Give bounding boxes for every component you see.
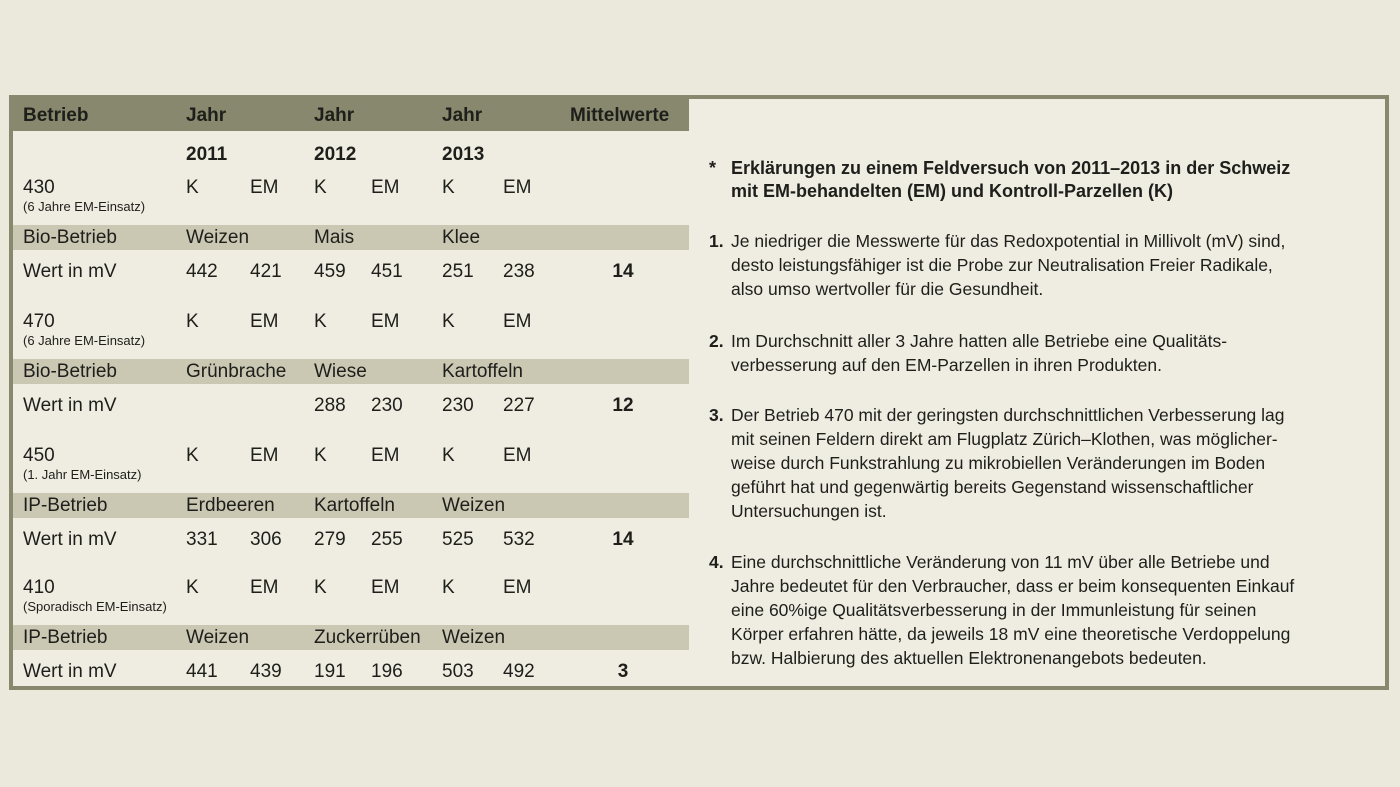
column-label: K xyxy=(186,311,199,332)
crop-label: Zuckerrüben xyxy=(314,627,421,648)
note-number: 1. xyxy=(709,231,724,251)
notes-title-line1: Erklärungen zu einem Feldversuch von 2011–2013 in der Schweiz xyxy=(731,158,1291,178)
mean-value: 3 xyxy=(617,661,629,682)
column-label: EM xyxy=(250,311,279,332)
row-label: Wert in mV xyxy=(23,661,117,682)
year-2013: 2013 xyxy=(442,144,485,165)
value-cell: 441 xyxy=(186,661,218,682)
column-label: K xyxy=(442,445,455,466)
column-label: EM xyxy=(503,177,532,198)
value-cell: 331 xyxy=(186,529,218,550)
betrieb-type: Bio-Betrieb xyxy=(23,227,117,248)
crop-label: Weizen xyxy=(186,227,250,248)
row-label: Wert in mV xyxy=(23,395,117,416)
value-cell: 306 xyxy=(250,529,282,550)
value-cell: 459 xyxy=(314,261,346,282)
column-label: K xyxy=(314,311,327,332)
column-label: K xyxy=(442,177,455,198)
crop-label: Weizen xyxy=(186,627,250,648)
results-panel xyxy=(9,95,1389,690)
column-label: EM xyxy=(371,177,400,198)
column-label: K xyxy=(314,577,327,598)
value-cell: 503 xyxy=(442,661,474,682)
value-cell: 255 xyxy=(371,529,403,550)
column-label: EM xyxy=(503,445,532,466)
mean-value: 14 xyxy=(612,529,634,550)
crop-label: Kartoffeln xyxy=(314,495,395,516)
crop-label: Mais xyxy=(314,227,355,248)
value-cell: 442 xyxy=(186,261,218,282)
notes-star: * xyxy=(709,158,717,178)
column-label: K xyxy=(314,445,327,466)
crop-label: Wiese xyxy=(314,361,367,382)
note-text: Je niedriger die Messwerte für das Redoxpotential in Millivolt (mV) sind, desto leistungsfähiger ist die Probe zur Neutralisation Freier Radikale, also umso wertvoller für die Gesundheit. xyxy=(731,231,1286,299)
value-cell: 230 xyxy=(371,395,403,416)
notes-title-line2: mit EM-behandelten (EM) und Kontroll-Parzellen (K) xyxy=(731,181,1173,201)
betrieb-id: 430 xyxy=(23,177,55,198)
note-text: Eine durchschnittliche Veränderung von 11 mV über alle Betriebe und Jahre bedeutet für den Verbraucher, dass er beim konsequenten Einkauf eine 60%ige Qualitätsverbesserung in der Immunleistung für seinen Körper erfahren hätte, da jeweils 18 mV eine theoretische Verdoppelung bzw. Halbierung des aktuellen Elektronenangebots bedeuten. xyxy=(731,552,1295,668)
crop-label: Kartoffeln xyxy=(442,361,523,382)
betrieb-id: 470 xyxy=(23,311,55,332)
value-cell: 230 xyxy=(442,395,474,416)
note-text: Im Durchschnitt aller 3 Jahre hatten alle Betriebe eine Qualitäts- verbesserung auf den EM-Parzellen in ihren Produkten. xyxy=(731,331,1228,375)
value-cell: 238 xyxy=(503,261,535,282)
header-jahr-1: Jahr xyxy=(186,105,227,126)
betrieb-type: IP-Betrieb xyxy=(23,495,108,516)
column-label: K xyxy=(186,577,199,598)
betrieb-note: (6 Jahre EM-Einsatz) xyxy=(23,333,146,348)
value-cell: 279 xyxy=(314,529,346,550)
value-cell: 227 xyxy=(503,395,535,416)
betrieb-type: Bio-Betrieb xyxy=(23,361,117,382)
value-cell: 492 xyxy=(503,661,535,682)
header-mittelwerte: Mittelwerte xyxy=(570,105,670,126)
year-2011: 2011 xyxy=(186,144,228,165)
value-cell: 532 xyxy=(503,529,535,550)
column-label: K xyxy=(186,177,199,198)
row-label: Wert in mV xyxy=(23,529,117,550)
header-jahr-2: Jahr xyxy=(314,105,355,126)
header-betrieb: Betrieb xyxy=(23,105,89,126)
column-label: K xyxy=(442,577,455,598)
crop-label: Klee xyxy=(442,227,481,248)
column-label: EM xyxy=(371,445,400,466)
value-cell: 451 xyxy=(371,261,403,282)
betrieb-note: (6 Jahre EM-Einsatz) xyxy=(23,199,146,214)
year-2012: 2012 xyxy=(314,144,357,165)
value-cell: 251 xyxy=(442,261,474,282)
note-number: 3. xyxy=(709,405,724,425)
column-label: EM xyxy=(371,311,400,332)
column-label: K xyxy=(442,311,455,332)
value-cell: 439 xyxy=(250,661,282,682)
column-label: EM xyxy=(250,177,279,198)
betrieb-id: 410 xyxy=(23,577,55,598)
crop-label: Grünbrache xyxy=(186,361,287,382)
crop-label: Erdbeeren xyxy=(186,495,275,516)
betrieb-id: 450 xyxy=(23,445,55,466)
value-cell: 525 xyxy=(442,529,474,550)
mean-value: 12 xyxy=(612,395,634,416)
row-label: Wert in mV xyxy=(23,261,117,282)
crop-label: Weizen xyxy=(442,627,506,648)
column-label: EM xyxy=(250,445,279,466)
note-number: 4. xyxy=(709,552,724,572)
value-cell: 196 xyxy=(371,661,403,682)
column-label: K xyxy=(314,177,327,198)
column-label: EM xyxy=(503,311,532,332)
mean-value: 14 xyxy=(612,261,634,282)
note-text: Der Betrieb 470 mit der geringsten durchschnittlichen Verbesserung lag mit seinen Feldern direkt am Flugplatz Zürich–Klothen, was möglicher- weise durch Funkstrahlung zu mikrobiellen Veränderungen im Boden geführt hat und gegenwärtig bereits Gegenstand wissenschaftlicher Untersuchungen ist. xyxy=(731,405,1285,521)
value-cell: 421 xyxy=(250,261,282,282)
betrieb-note: (Sporadisch EM-Einsatz) xyxy=(23,599,167,614)
note-number: 2. xyxy=(709,331,724,351)
column-label: EM xyxy=(503,577,532,598)
crop-label: Weizen xyxy=(442,495,506,516)
column-label: EM xyxy=(371,577,400,598)
betrieb-note: (1. Jahr EM-Einsatz) xyxy=(23,467,142,482)
column-label: EM xyxy=(250,577,279,598)
column-label: K xyxy=(186,445,199,466)
betrieb-type: IP-Betrieb xyxy=(23,627,108,648)
value-cell: 288 xyxy=(314,395,346,416)
header-jahr-3: Jahr xyxy=(442,105,483,126)
value-cell: 191 xyxy=(314,661,346,682)
